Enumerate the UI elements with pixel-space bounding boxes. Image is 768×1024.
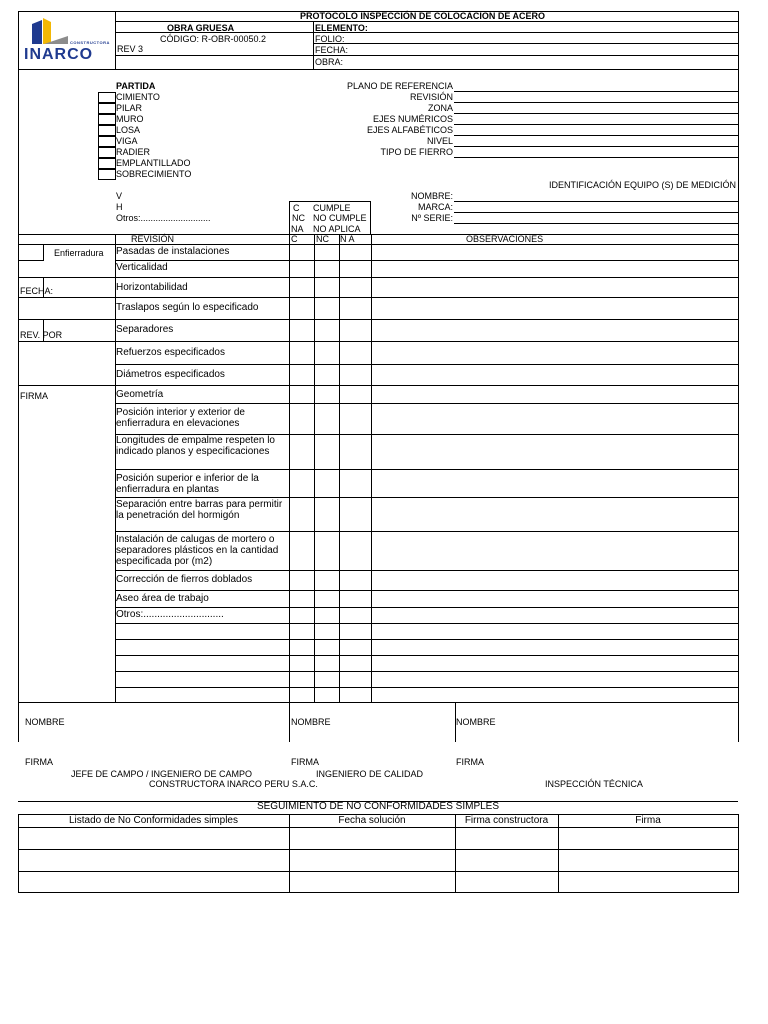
row-line [115, 687, 738, 688]
partida-item: LOSA [116, 125, 141, 135]
col-nc-header: NC [316, 234, 329, 244]
table-row: Separación entre barras para permitir la penetración del hormigón [116, 499, 283, 521]
legend-no-aplica: NO APLICA [313, 224, 361, 234]
sig2-role: INGENIERO DE CALIDAD [316, 769, 424, 779]
row-line [115, 277, 738, 278]
frame-right [738, 70, 739, 702]
section-name: OBRA GRUESA [167, 23, 235, 33]
plano-field[interactable] [454, 157, 738, 158]
form-code: CÓDIGO: R-OBR-00050.2 [160, 34, 267, 44]
sig3-firma-label: FIRMA [456, 757, 484, 767]
divider [18, 702, 19, 742]
sig3-nombre-label: NOMBRE [456, 717, 496, 727]
plano-label: REVISIÓN [409, 92, 453, 102]
form-title: PROTOCOLO INSPECCIÓN DE COLOCACION DE ACERO [300, 11, 546, 21]
table-top-border [18, 234, 738, 235]
firma-left-label: FIRMA [20, 391, 48, 401]
divider [18, 319, 116, 320]
equipo-nombre-label: NOMBRE: [410, 191, 453, 201]
row-line [115, 497, 738, 498]
table-row: Otros:............................. [116, 609, 224, 620]
observaciones-header: OBSERVACIONES [466, 234, 544, 244]
row-line [115, 260, 738, 261]
row-line [115, 655, 738, 656]
partida-checkbox[interactable] [98, 114, 116, 125]
row-line [115, 639, 738, 640]
table-bottom-border [18, 702, 738, 703]
col-na-header: N A [340, 234, 355, 244]
divider [313, 43, 739, 44]
divider [115, 11, 116, 70]
divider [115, 55, 739, 56]
partida-checkbox[interactable] [98, 158, 116, 169]
row-line [115, 319, 738, 320]
rev-por-label: REV. POR [20, 330, 63, 340]
partida-checkbox[interactable] [98, 136, 116, 147]
table-row: Horizontabilidad [116, 282, 188, 293]
row-line [18, 827, 738, 828]
equipo-nombre-field[interactable] [454, 201, 738, 202]
partida-item: SOBRECIMIENTO [116, 169, 192, 179]
sig1-nombre-label: NOMBRE [25, 717, 65, 727]
company-logo [22, 14, 114, 66]
divider [18, 341, 116, 342]
obra-label: OBRA: [315, 57, 344, 67]
revision-header: REVISIÓN [131, 234, 175, 244]
row-line [115, 385, 738, 386]
plano-field[interactable] [454, 135, 738, 136]
legend-nc: NC [292, 213, 305, 223]
table-row: Corrección de fierros doblados [116, 574, 253, 585]
col-divider [289, 234, 290, 702]
table-row: Aseo área de trabajo [116, 593, 209, 604]
table-row: Instalación de calugas de mortero o separadores plásticos en la cantidad especificada por (m2) [116, 534, 279, 567]
divider [43, 319, 44, 341]
row-line [115, 403, 738, 404]
partida-item: MURO [116, 114, 144, 124]
col-c-header: C [291, 234, 298, 244]
plano-field[interactable] [454, 91, 738, 92]
sig1-company: CONSTRUCTORA INARCO PERU S.A.C. [149, 779, 318, 789]
v-label: V [116, 191, 123, 201]
row-line [115, 570, 738, 571]
partida-item: EMPLANTILLADO [116, 158, 191, 168]
table-row: Posición interior y exterior de enfierradura en elevaciones [116, 407, 245, 429]
plano-label: TIPO DE FIERRO [380, 147, 453, 157]
divider [738, 702, 739, 742]
partida-checkbox[interactable] [98, 169, 116, 180]
partida-item: RADIER [116, 147, 151, 157]
equipo-marca-label: MARCA: [417, 202, 453, 212]
seguimiento-col-listado: Listado de No Conformidades simples [69, 815, 238, 826]
enfierradura-label: Enfierradura [54, 248, 104, 258]
plano-label: EJES NUMÉRICOS [372, 114, 453, 124]
equipo-serie-label: Nº SERIE: [411, 213, 453, 223]
seguimiento-col-firma: Firma [635, 815, 661, 826]
row-line [18, 849, 738, 850]
row-line [115, 469, 738, 470]
frame-left [18, 70, 19, 702]
divider [18, 385, 116, 386]
partida-item: VIGA [116, 136, 138, 146]
legend-na: NA [291, 224, 304, 234]
table-row: Diámetros especificados [116, 369, 225, 380]
plano-field[interactable] [454, 146, 738, 147]
seguimiento-col-firma-constructora: Firma constructora [464, 815, 549, 826]
plano-field[interactable] [454, 124, 738, 125]
plano-label: PLANO DE REFERENCIA [346, 81, 453, 91]
fecha-label: FECHA: [315, 45, 349, 55]
logo-tagline: CONSTRUCTORA [70, 40, 110, 45]
fecha-left-label: FECHA: [20, 286, 54, 296]
plano-field[interactable] [454, 113, 738, 114]
equipo-marca-field[interactable] [454, 212, 738, 213]
folio-label: FOLIO: [315, 34, 345, 44]
elemento-label: ELEMENTO: [315, 23, 368, 33]
partida-checkbox[interactable] [98, 125, 116, 136]
equipo-title: IDENTIFICACIÓN EQUIPO (S) DE MEDICIÓN [548, 180, 736, 190]
table-row: Verticalidad [116, 262, 168, 273]
partida-title: PARTIDA [116, 81, 156, 91]
logo-company-name: INARCO [24, 46, 94, 63]
plano-label: NIVEL [426, 136, 453, 146]
h-label: H [116, 202, 123, 212]
table-row: Geometría [116, 389, 164, 400]
equipo-serie-field[interactable] [454, 223, 738, 224]
seguimiento-col-fecha: Fecha solución [338, 815, 406, 826]
otros-label: Otros:............................ [116, 213, 211, 223]
table-row: Separadores [116, 324, 174, 335]
table-row: Longitudes de empalme respeten lo indicado planos y especificaciones [116, 435, 275, 457]
table-row: Posición superior e inferior de la enfierradura en plantas [116, 473, 259, 495]
divider [115, 21, 739, 22]
col-divider [339, 234, 340, 702]
divider [18, 297, 116, 298]
row-line [18, 871, 738, 872]
row-line [115, 297, 738, 298]
partida-item: CIMIENTO [116, 92, 160, 102]
partida-checkbox[interactable] [98, 92, 116, 103]
seguimiento-title: SEGUIMIENTO DE NO CONFORMIDADES SIMPLES [256, 801, 500, 812]
row-line [115, 607, 738, 608]
plano-label: ZONA [427, 103, 453, 113]
row-line [115, 590, 738, 591]
legend-no-cumple: NO CUMPLE [313, 213, 367, 223]
sig2-nombre-label: NOMBRE [291, 717, 331, 727]
enfierradura-checkbox[interactable] [18, 244, 44, 261]
divider [43, 277, 44, 297]
form-rev: REV 3 [117, 44, 144, 54]
legend-c: C [293, 203, 300, 213]
row-line [115, 623, 738, 624]
sig2-firma-label: FIRMA [291, 757, 319, 767]
plano-field[interactable] [454, 102, 738, 103]
row-line [115, 531, 738, 532]
table-row: Pasadas de instalaciones [116, 246, 230, 257]
col-divider [314, 234, 315, 702]
row-line [115, 341, 738, 342]
legend-cumple: CUMPLE [313, 203, 351, 213]
divider [18, 277, 116, 278]
row-line [115, 364, 738, 365]
table-header-border [18, 244, 738, 245]
sig1-role: JEFE DE CAMPO / INGENIERO DE CAMPO [71, 769, 253, 779]
col-divider [371, 234, 372, 702]
partida-item: PILAR [116, 103, 143, 113]
plano-label: EJES ALFABÉTICOS [366, 125, 453, 135]
sig3-role: INSPECCIÓN TÉCNICA [545, 779, 643, 789]
row-line [115, 671, 738, 672]
divider [313, 21, 314, 70]
partida-checkbox[interactable] [98, 103, 116, 114]
sig1-firma-label: FIRMA [25, 757, 53, 767]
table-row: Traslapos según lo especificado [116, 302, 259, 313]
divider [289, 702, 290, 742]
table-row: Refuerzos especificados [116, 347, 225, 358]
partida-checkbox[interactable] [98, 147, 116, 158]
